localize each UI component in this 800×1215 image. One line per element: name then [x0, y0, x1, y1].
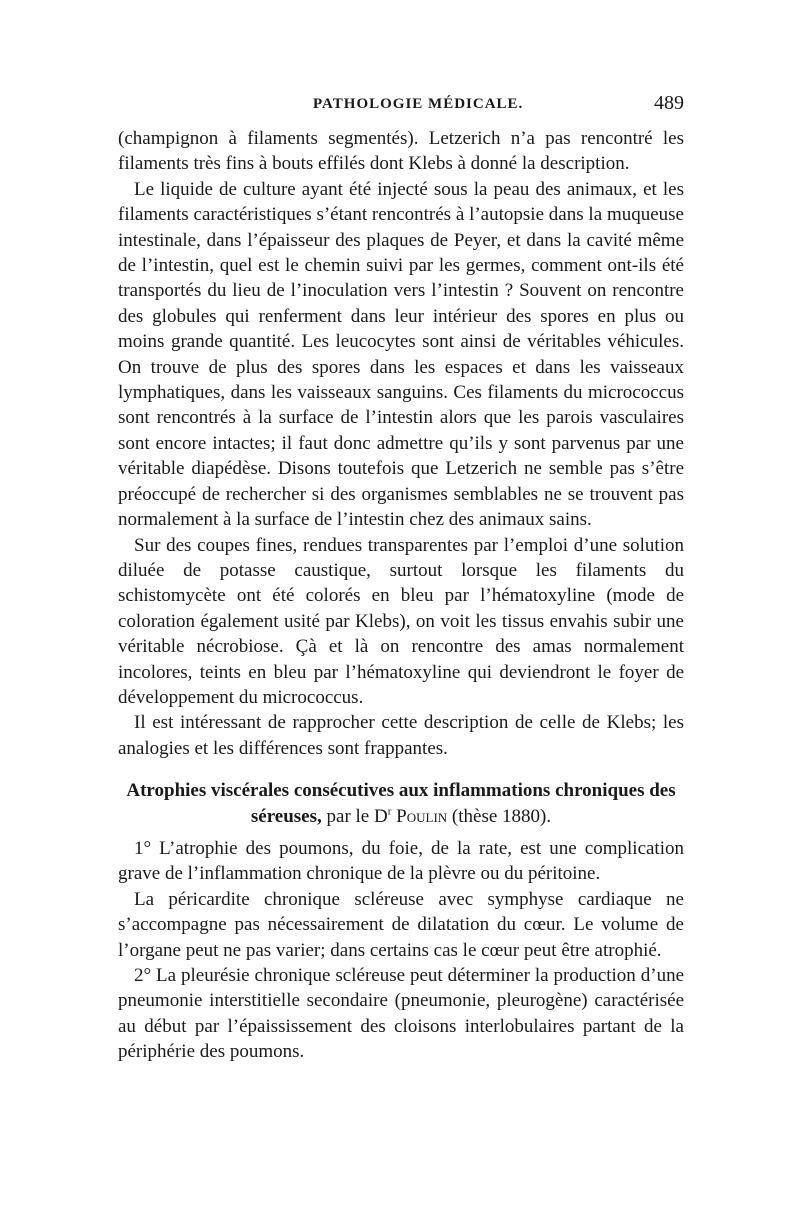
section-thesis: (thèse 1880).	[451, 805, 552, 827]
section-by: par le	[326, 805, 370, 827]
section-author: Poulin	[396, 805, 448, 827]
body-paragraph: (champignon à filaments segmentés). Letzerich n’a pas rencontré les filaments très fins à bouts effilés dont Klebs à donné la description.	[118, 128, 684, 175]
section-heading	[118, 778, 684, 829]
section-title: Atrophies viscérales consécutives aux inflammations chroniques des séreuses,	[126, 780, 676, 827]
page-number: 489	[654, 92, 684, 114]
book-page	[118, 92, 684, 1065]
body-paragraph: Il est intéressant de rapprocher cette description de celle de Klebs; les analogies et les différences sont frappantes.	[118, 712, 684, 759]
body-paragraph: Sur des coupes fines, rendues transparentes par l’emploi d’une solution diluée de potasse caustique, surtout lorsque les filaments du schistomycète ont été colorés en bleu par l’hématoxyline (mode de coloration également usité par Klebs), on voit les tissus envahis subir une véritable nécrobiose. Çà et là on rencontre des amas normalement incolores, teints en bleu par l’hématoxyline qui deviendront le foyer de développement du micrococcus.	[118, 534, 684, 708]
page-header	[118, 92, 684, 126]
section-paragraph: 1° L’atrophie des poumons, du foie, de la rate, est une complication grave de l’inflammation chronique de la plèvre ou du péritoine.	[118, 837, 684, 885]
running-title: PATHOLOGIE MÉDICALE.	[313, 96, 524, 112]
body-paragraph: Le liquide de culture ayant été injecté sous la peau des animaux, et les filaments caractéristiques s’étant rencontrés à l’autopsie dans la muqueuse intestinale, dans l’épaisseur des plaques de Peyer, et dans la cavité même de l’intestin, quel est le chemin suivi par les germes, comment ont-ils été transportés du lieu de l’inoculation vers l’intestin ? Souvent on rencontre des globules qui renferment dans leur intérieur des spores en plus ou moins grande quantité. Les leucocytes sont ainsi de véritables véhicules. On trouve de plus des spores dans les espaces et dans les vaisseaux lymphatiques, dans les vaisseaux sanguins. Ces filaments du micrococcus sont rencontrés à la surface de l’intestin alors que les parois vasculaires sont encore intactes; il faut donc admettre qu’ils y sont parvenus par une véritable diapédèse. Disons toutefois que Letzerich ne semble pas s’être préoccupé de rechercher si des organismes semblables ne se trouvent pas normalement à la surface de l’intestin chez des animaux sains.	[118, 178, 684, 531]
section-paragraph: 2° La pleurésie chronique scléreuse peut déterminer la production d’une pneumonie interstitielle secondaire (pneumonie, pleurogène) caractérisée au début par l’épaississement des cloisons interlobulaires partant de la périphérie des poumons.	[118, 965, 684, 1063]
doctor-prefix: D	[374, 805, 388, 827]
doctor-sup: r	[387, 805, 392, 818]
section-paragraph: La péricardite chronique scléreuse avec symphyse cardiaque ne s’accompagne pas nécessairement de dilatation du cœur. Le volume de l’organe peut ne pas varier; dans certains cas le cœur peut être atrophié.	[118, 888, 684, 961]
